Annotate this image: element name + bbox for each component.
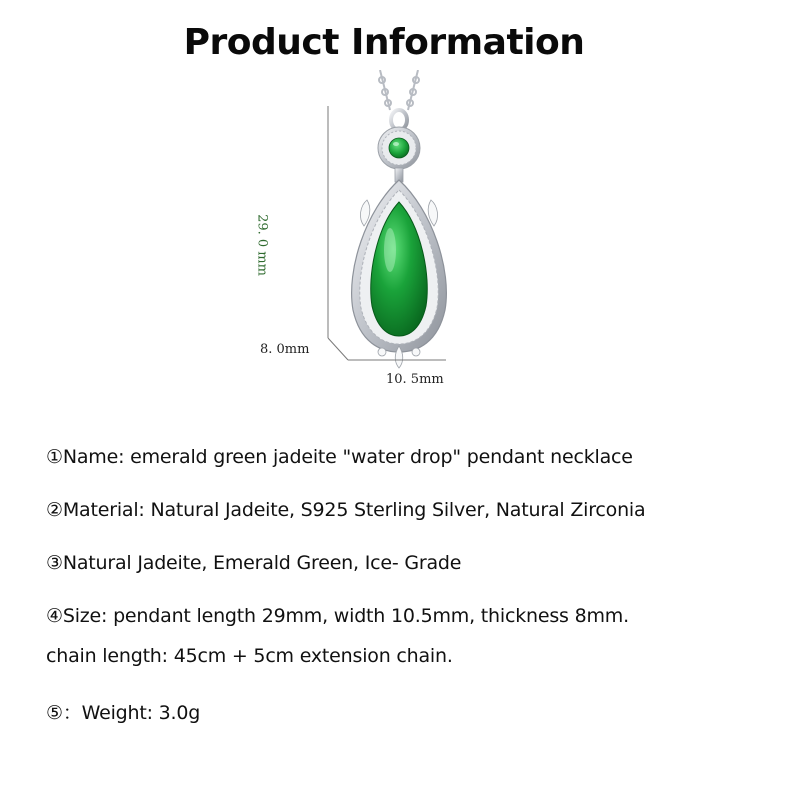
spec-material: ②Material: Natural Jadeite, S925 Sterling Silver, Natural Zirconia [46, 499, 646, 521]
depth-dimension-label: 8. 0mm [260, 342, 310, 357]
drop-setting [352, 180, 447, 368]
chain [379, 70, 419, 110]
width-dimension-label: 10. 5mm [386, 372, 444, 387]
pendant-figure [240, 70, 500, 400]
spec-name: ①Name: emerald green jadeite "water drop" pendant necklace [46, 446, 633, 468]
spec-weight: ⑤：Weight: 3.0g [46, 702, 201, 724]
top-stone-setting [378, 127, 420, 169]
page-title: Product Information [183, 22, 585, 63]
length-dimension-label: 29. 0 mm [254, 214, 270, 276]
spec-chain-length: chain length: 45cm + 5cm extension chain. [46, 645, 453, 667]
spec-grade: ③Natural Jadeite, Emerald Green, Ice- Grade [46, 552, 462, 574]
spec-size: ④Size: pendant length 29mm, width 10.5mm, thickness 8mm. [46, 605, 629, 627]
